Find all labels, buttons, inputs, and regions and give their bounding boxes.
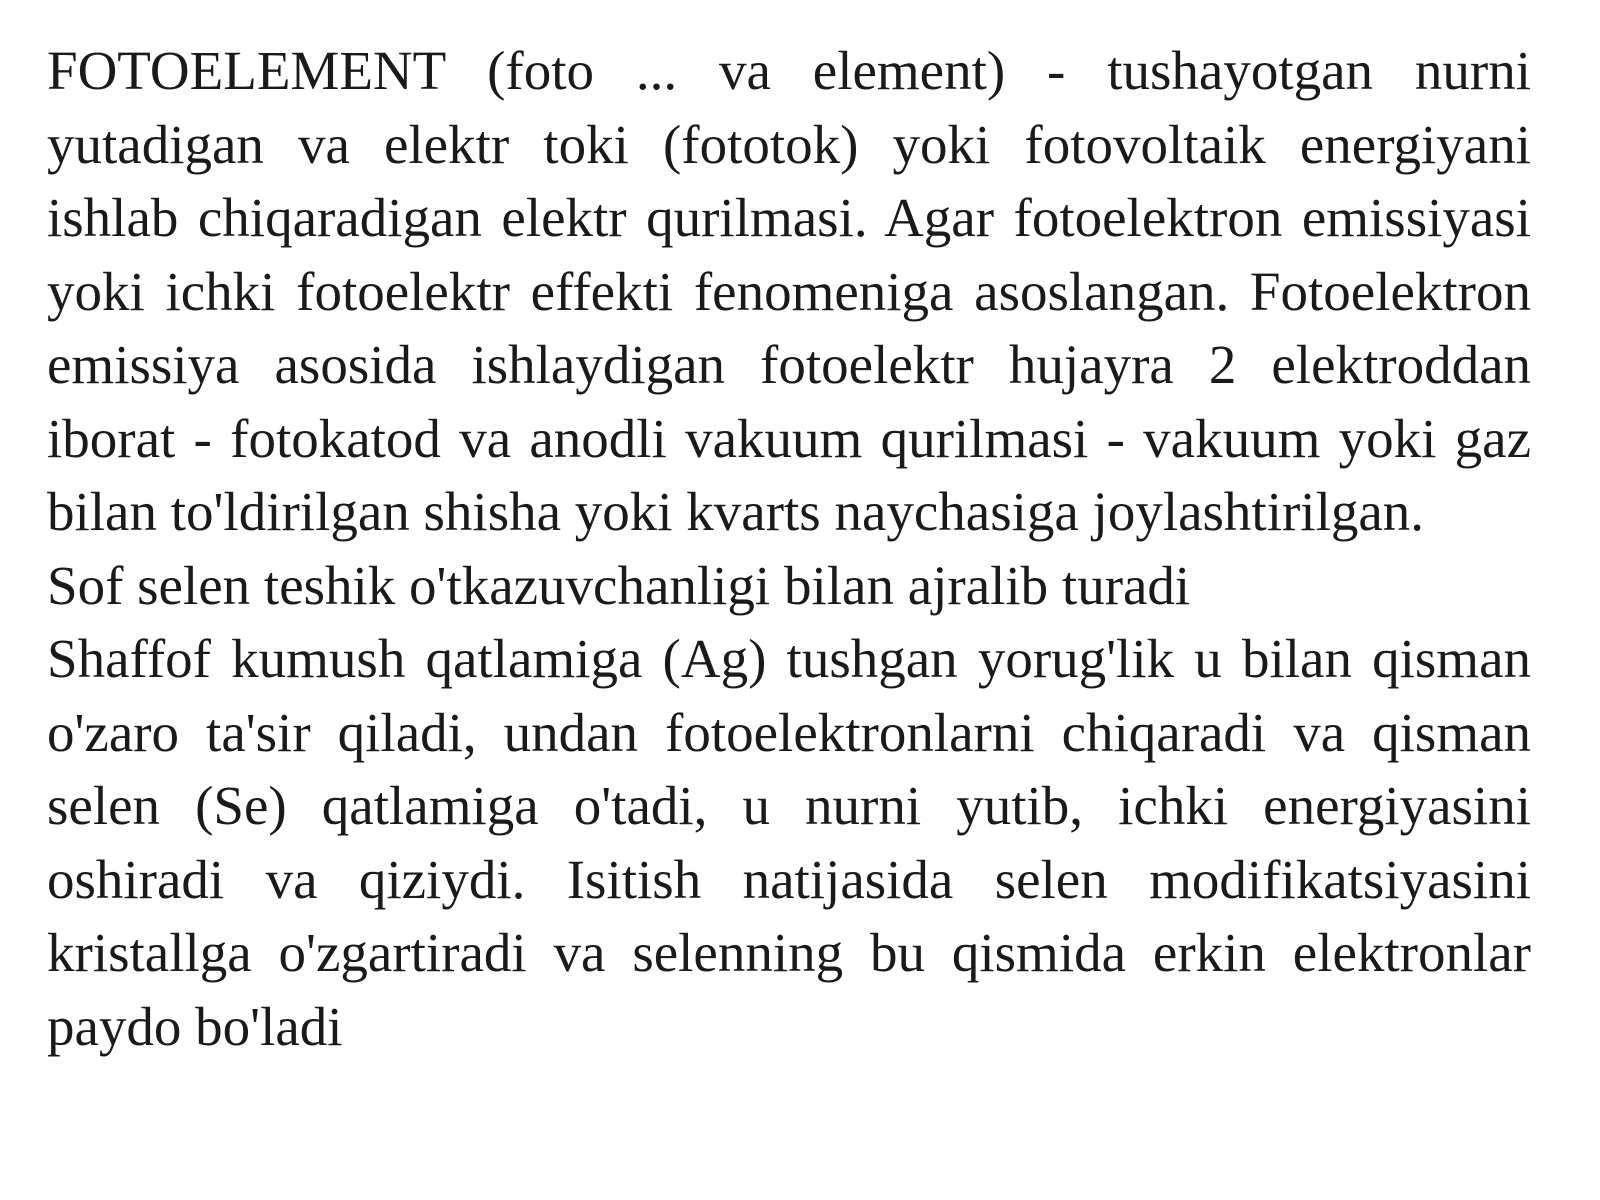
- paragraph-fotoelement-definition: FOTOELEMENT (foto ... va element) - tushayotgan nurni yutadigan va elektr toki (fototok) yoki fotovoltaik energiyani ishlab chiqaradigan elektr qurilmasi. Agar fotoelektron emissiyasi yoki ichki fotoelektr effekti fenomeniga asoslangan. Fotoelektron emissiya asosida ishlaydigan fotoelektr hujayra 2 elektroddan iborat - fotokatod va anodli vakuum qurilmasi - vakuum yoki gaz bilan to'ldirilgan shisha yoki kvarts naychasiga joylashtirilgan.: [47, 40, 1531, 542]
- paragraph-pure-selenium: Sof selen teshik o'tkazuvchanligi bilan ajralib turadi: [47, 554, 1191, 616]
- paragraph-silver-layer: Shaffof kumush qatlamiga (Ag) tushgan yorug'lik u bilan qisman o'zaro ta'sir qiladi, undan fotoelektronlarni chiqaradi va qisman selen (Se) qatlamiga o'tadi, u nurni yutib, ichki energiyasini oshiradi va qiziydi. Isitish natijasida selen modifikatsiyasini kristallga o'zgartiradi va selenning bu qismida erkin elektronlar paydo bo'ladi: [47, 628, 1531, 1057]
- document-page: [47, 34, 1531, 1063]
